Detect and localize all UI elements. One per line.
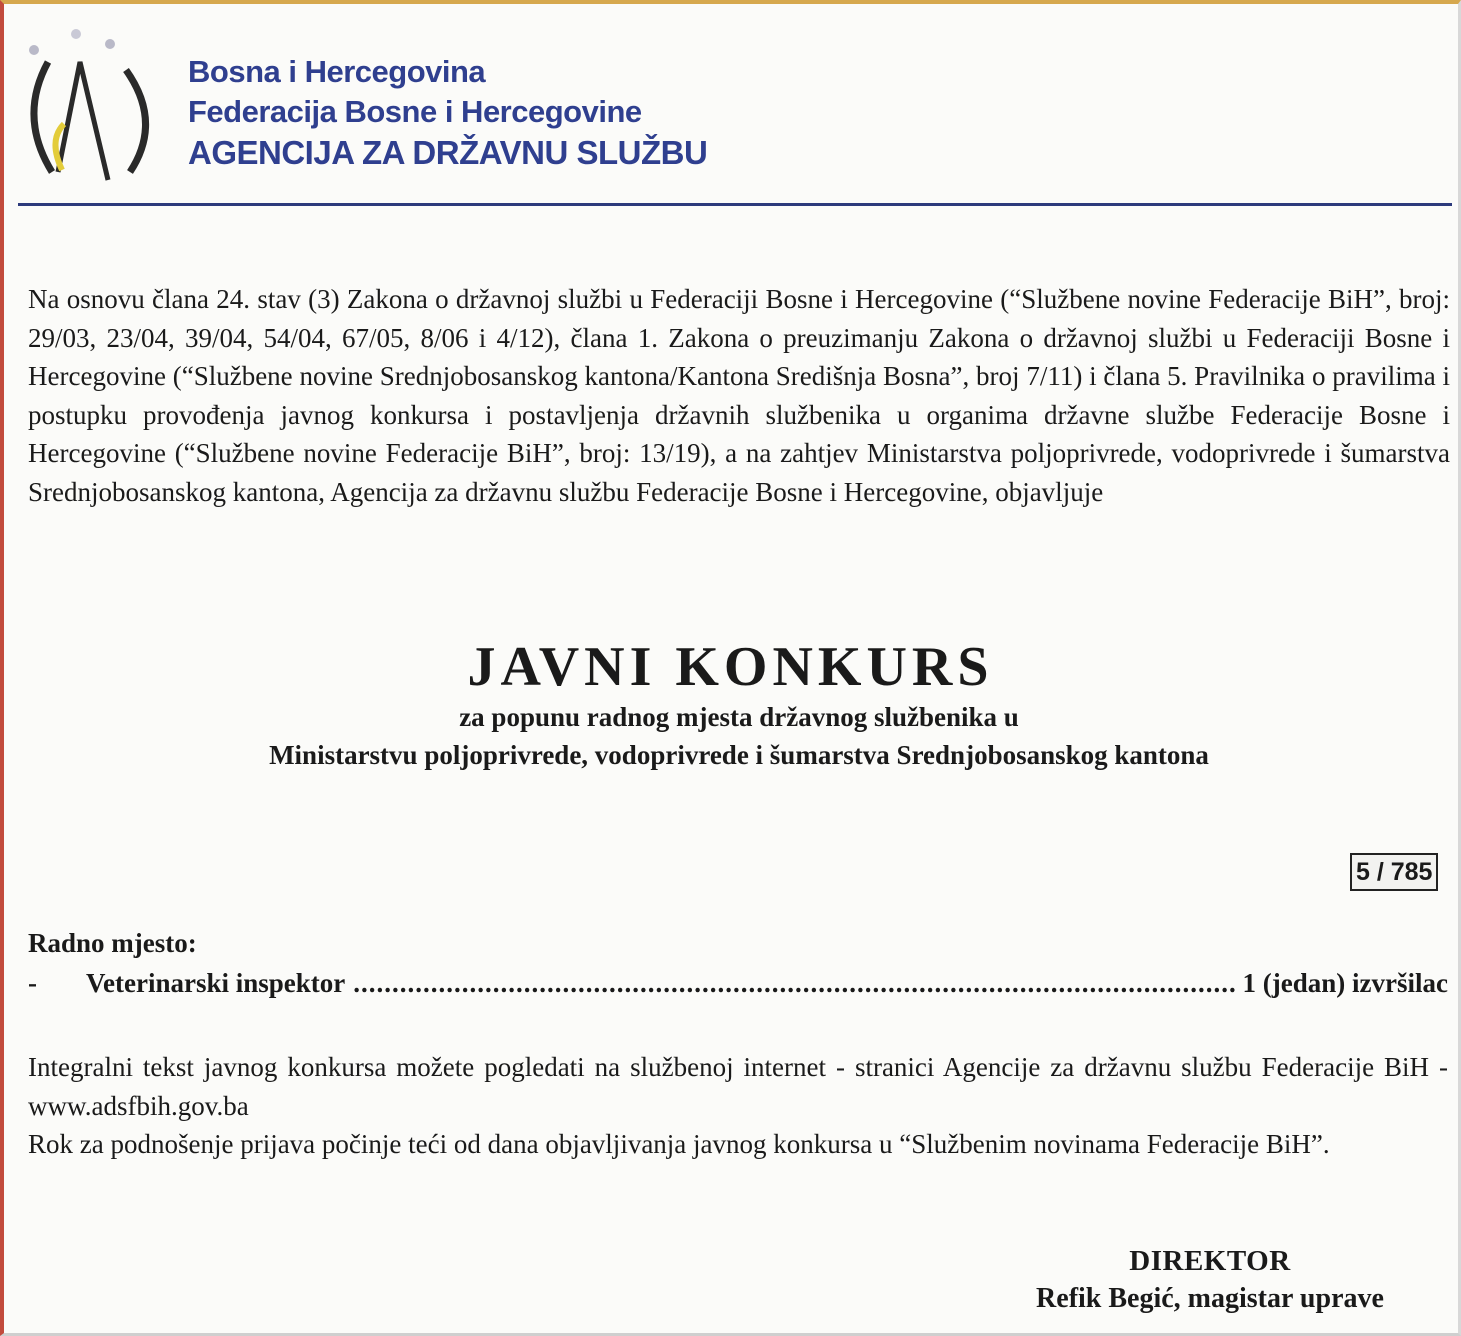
dot-leader: [353, 968, 1234, 999]
country-name: Bosna i Hercegovina: [188, 54, 486, 89]
info-section: [28, 1048, 1448, 1164]
agency-logo-icon: [18, 22, 168, 192]
subtitle-line-1: za popunu radnog mjesta državnog službenika u: [459, 702, 1019, 732]
federation-name: Federacija Bosne i Hercegovine: [188, 94, 642, 129]
list-dash: -: [28, 968, 37, 998]
legal-basis-paragraph: Na osnovu člana 24. stav (3) Zakona o državnoj službi u Federaciji Bosne i Hercegovine (“Službene novine Federacije BiH”, broj: 29/03, 23/04, 39/04, 54/04, 67/05, 8/06 i 4/12), člana 1. Zakona o preuzimanju Zakona o državnoj službi u Federaciji Bosne i Hercegovine (“Službene novine Srednjobosanskog kantona/Kantona Središnja Bosna”, broj 7/11) i člana 5. Pravilnika o pravilima i postupku provođenja javnog konkursa i postavljenja državnih službenika u organima državne službe Federacije Bosne i Hercegovine (“Službene novine Federacije BiH”, broj: 13/19), a na zahtjev Ministarstva poljoprivrede, vodoprivrede i šumarstva Srednjobosanskog kantona, Agencija za državnu službu Federacije Bosne i Hercegovine, objavljuje: [28, 284, 1450, 507]
document-title: JAVNI KONKURS: [467, 636, 994, 698]
position-label: Radno mjesto:: [28, 928, 197, 958]
position-name: Veterinarski inspektor: [86, 968, 346, 998]
info-paragraph-website: Integralni tekst javnog konkursa možete pogledati na službenoj internet - stranici Agencije za državnu službu Federacije BiH - www.adsfbih.gov.ba: [28, 1052, 1448, 1121]
document-subtitle: [0, 698, 1461, 774]
info-paragraph-deadline: Rok za podnošenje prijava počinje teći od dana objavljivanja javnog konkursa u “Službenim novinama Federacije BiH”.: [28, 1129, 1330, 1159]
header: [18, 22, 1448, 207]
position-count: 1 (jedan) izvršilac: [1242, 968, 1448, 998]
signatory-role: DIREKTOR: [1129, 1245, 1291, 1277]
subtitle-line-2: Ministarstvu poljoprivrede, vodoprivrede i šumarstva Srednjobosanskog kantona: [269, 740, 1209, 770]
agency-name-block: [188, 52, 707, 174]
reference-number-badge: 5 / 785: [1350, 853, 1438, 891]
signature-block: [990, 1242, 1430, 1318]
header-divider: [18, 203, 1452, 206]
signatory-name: Refik Begić, magistar uprave: [1036, 1283, 1384, 1314]
position-row: [28, 968, 1448, 1006]
agency-name: AGENCIJA ZA DRŽAVNU SLUŽBU: [188, 134, 708, 171]
